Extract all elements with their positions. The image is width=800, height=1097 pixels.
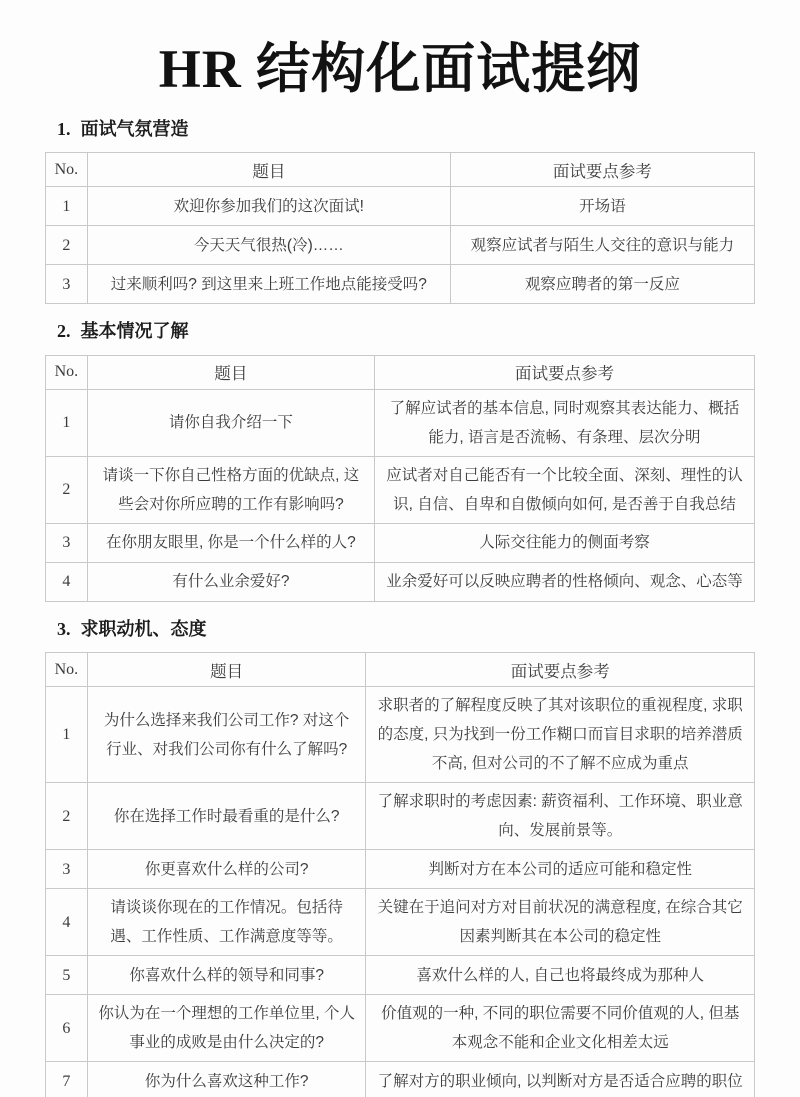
note-cell: 观察应试者与陌生人交往的意识与能力 [450, 226, 754, 265]
note-cell: 价值观的一种, 不同的职位需要不同价值观的人, 但基本观念不能和企业文化相差太远 [366, 995, 755, 1062]
note-cell: 喜欢什么样的人, 自己也将最终成为那种人 [366, 956, 755, 995]
note-cell: 求职者的了解程度反映了其对该职位的重视程度, 求职的态度, 只为找到一份工作糊口而盲目求职的培养潜质不高, 但对公司的不了解不应成为重点 [366, 687, 755, 783]
table-row [46, 850, 755, 889]
question-cell: 在你朋友眼里, 你是一个什么样的人? [87, 523, 374, 562]
question-cell: 为什么选择来我们公司工作? 对这个行业、对我们公司你有什么了解吗? [87, 687, 366, 783]
section-heading-label: 求职动机、态度 [80, 618, 207, 639]
question-cell: 有什么业余爱好? [87, 562, 374, 601]
section-heading-label: 基本情况了解 [80, 321, 189, 341]
table-header-row [46, 653, 755, 687]
row-number-cell: 2 [46, 456, 88, 523]
note-cell: 观察应聘者的第一反应 [450, 265, 754, 304]
row-number-cell: 3 [46, 265, 88, 304]
question-cell: 请你自我介绍一下 [87, 389, 374, 456]
row-number-cell: 3 [46, 523, 88, 562]
section-heading-label: 面试气氛营造 [80, 118, 189, 139]
section-motivation [45, 618, 755, 1097]
section-number: 1. [57, 118, 71, 139]
row-number-cell: 7 [46, 1062, 88, 1097]
column-header-question: 题目 [87, 355, 374, 389]
column-header-notes: 面试要点参考 [366, 653, 755, 687]
motivation-table [45, 652, 755, 1097]
note-cell: 了解求职时的考虑因素: 薪资福利、工作环境、职业意向、发展前景等。 [366, 783, 755, 850]
column-header-notes: 面试要点参考 [450, 153, 754, 187]
table-row [46, 1062, 755, 1097]
row-number-cell: 5 [46, 956, 88, 995]
atmosphere-table [45, 152, 755, 304]
note-cell: 关键在于追问对方对目前状况的满意程度, 在综合其它因素判断其在本公司的稳定性 [366, 889, 755, 956]
note-cell: 了解应试者的基本信息, 同时观察其表达能力、概括能力, 语言是否流畅、有条理、层次分明 [374, 389, 754, 456]
section-basic-info [45, 320, 755, 602]
table-row [46, 389, 755, 456]
column-header-notes: 面试要点参考 [374, 355, 754, 389]
table-row [46, 456, 755, 523]
row-number-cell: 4 [46, 562, 88, 601]
note-cell: 业余爱好可以反映应聘者的性格倾向、观念、心态等 [374, 562, 754, 601]
row-number-cell: 1 [46, 187, 88, 226]
question-cell: 你认为在一个理想的工作单位里, 个人事业的成败是由什么决定的? [87, 995, 366, 1062]
note-cell: 应试者对自己能否有一个比较全面、深刻、理性的认识, 自信、自卑和自傲倾向如何, 是否善于自我总结 [374, 456, 754, 523]
question-cell: 你喜欢什么样的领导和同事? [87, 956, 366, 995]
row-number-cell: 1 [46, 687, 88, 783]
row-number-cell: 1 [46, 389, 88, 456]
column-header-question: 题目 [87, 653, 366, 687]
column-header-no: No. [46, 153, 88, 187]
basic-info-table [45, 355, 755, 602]
column-header-question: 题目 [87, 153, 450, 187]
note-cell: 开场语 [450, 187, 754, 226]
table-row [46, 956, 755, 995]
note-cell: 判断对方在本公司的适应可能和稳定性 [366, 850, 755, 889]
section-heading [45, 618, 755, 641]
question-cell: 你为什么喜欢这种工作? [87, 1062, 366, 1097]
section-number: 3. [57, 618, 71, 639]
table-row [46, 783, 755, 850]
section-atmosphere [45, 118, 755, 305]
section-heading [45, 118, 755, 141]
column-header-no: No. [46, 653, 88, 687]
row-number-cell: 3 [46, 850, 88, 889]
table-row [46, 523, 755, 562]
question-cell: 你在选择工作时最看重的是什么? [87, 783, 366, 850]
table-header-row [46, 153, 755, 187]
question-cell: 欢迎你参加我们的这次面试! [87, 187, 450, 226]
page-title: HR 结构化面试提纲 [158, 39, 642, 99]
row-number-cell: 6 [46, 995, 88, 1062]
row-number-cell: 4 [46, 889, 88, 956]
question-cell: 请谈谈你现在的工作情况。包括待遇、工作性质、工作满意度等等。 [87, 889, 366, 956]
section-heading [45, 320, 755, 343]
question-cell: 你更喜欢什么样的公司? [87, 850, 366, 889]
table-row [46, 226, 755, 265]
note-cell: 了解对方的职业倾向, 以判断对方是否适合应聘的职位 [366, 1062, 755, 1097]
row-number-cell: 2 [46, 226, 88, 265]
table-row [46, 265, 755, 304]
row-number-cell: 2 [46, 783, 88, 850]
section-number: 2. [57, 321, 71, 341]
table-row [46, 995, 755, 1062]
column-header-no: No. [46, 355, 88, 389]
table-row [46, 889, 755, 956]
question-cell: 今天天气很热(冷)…… [87, 226, 450, 265]
question-cell: 请谈一下你自己性格方面的优缺点, 这些会对你所应聘的工作有影响吗? [87, 456, 374, 523]
table-row [46, 187, 755, 226]
note-cell: 人际交往能力的侧面考察 [374, 523, 754, 562]
question-cell: 过来顺利吗? 到这里来上班工作地点能接受吗? [87, 265, 450, 304]
table-row [46, 687, 755, 783]
table-header-row [46, 355, 755, 389]
table-row [46, 562, 755, 601]
